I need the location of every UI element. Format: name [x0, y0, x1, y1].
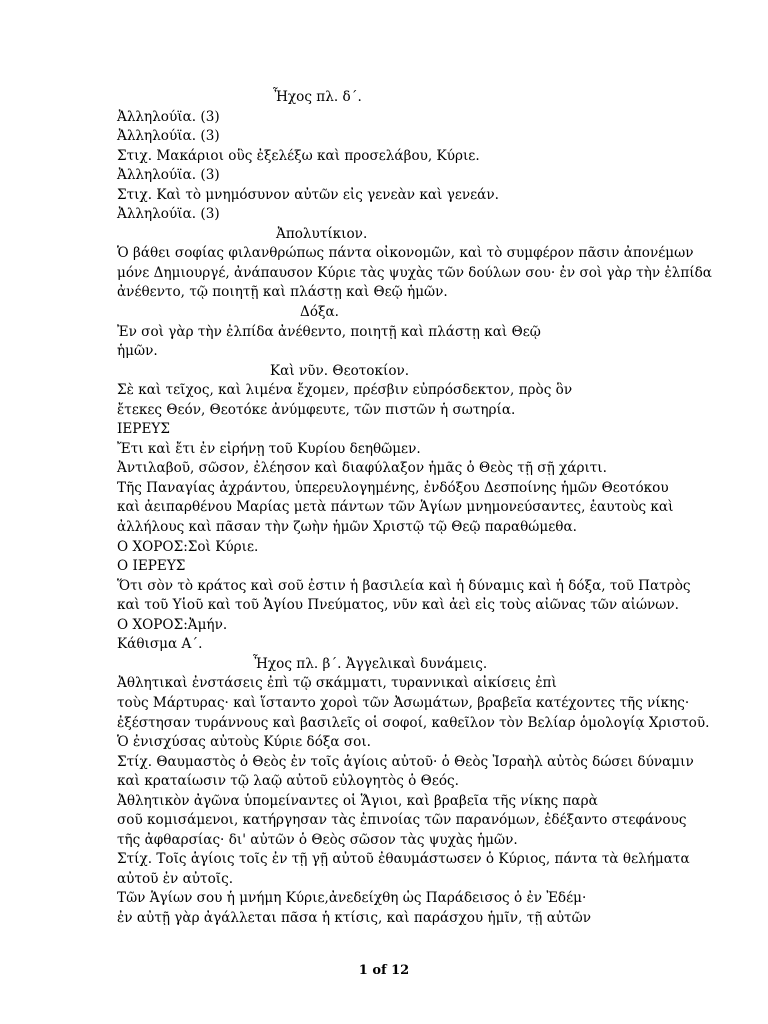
- text-line: Ὁ ἐνισχύσας αὐτοὺς Κύριε δόξα σοι.: [117, 734, 371, 751]
- text-line: καὶ ἀειπαρθένου Μαρίας μετὰ πάντων τῶν Ἁγίων μνημονεύσαντες, ἑαυτοὺς καὶ: [117, 499, 674, 516]
- text-line: Στιχ. Καὶ τὸ μνημόσυνον αὐτῶν εἰς γενεὰν καὶ γενεάν.: [117, 186, 499, 203]
- tone-heading: Ἦχος πλ. δ΄.: [273, 89, 362, 105]
- text-line: Ἀλληλούϊα. (3): [117, 108, 220, 125]
- text-line: ἐξέστησαν τυράννους καὶ βασιλεῖς οἱ σοφοί, καθεῖλον τὸν Βελίαρ ὁμολογίᾳ Χριστοῦ.: [117, 714, 710, 731]
- text-line: Τῶν Ἁγίων σου ἡ μνήμη Κύριε,ἀνεδείχθη ὡς Παράδεισος ὁ ἐν Ἐδέμ·: [117, 890, 587, 907]
- text-line: Ἀθλητικαὶ ἐνστάσεις ἐπὶ τῷ σκάμματι, τυραννικαὶ αἰκίσεις ἐπὶ: [117, 675, 557, 692]
- text-line: Τῆς Παναγίας ἀχράντου, ὑπερευλογημένης, ἐνδόξου Δεσποίνης ἡμῶν Θεοτόκου: [117, 479, 669, 496]
- text-line: Ἀθλητικὸν ἀγῶνα ὑπομείναντες οἱ Ἅγιοι, καὶ βραβεῖα τῆς νίκης παρὰ: [117, 792, 598, 809]
- text-line: καὶ κραταίωσιν τῷ λαῷ αὐτοῦ εὐλογητὸς ὁ Θεός.: [117, 773, 459, 790]
- text-line: σοῦ κομισάμενοι, κατήργησαν τὰς ἐπινοίας τῶν παρανόμων, ἐδέξαντο στεφάνους: [117, 812, 687, 829]
- text-line: Στίχ. Θαυμαστὸς ὁ Θεὸς ἐν τοῖς ἁγίοις αὐτοῦ· ὁ Θεὸς Ἰσραὴλ αὐτὸς δώσει δύναμιν: [117, 753, 694, 770]
- text-line: Ἔτι καὶ ἔτι ἐν εἰρήνῃ τοῦ Κυρίου δεηθῶμεν.: [117, 440, 421, 457]
- text-line: τοὺς Μάρτυρας· καὶ ἵσταντο χοροὶ τῶν Ἀσωμάτων, βραβεῖα κατέχοντες τῆς νίκης·: [117, 694, 690, 711]
- text-line: ἡμῶν.: [117, 343, 158, 360]
- text-line: Ἀντιλαβοῦ, σῶσον, ἐλέησον καὶ διαφύλαξον ἡμᾶς ὁ Θεὸς τῇ σῇ χάριτι.: [117, 460, 607, 477]
- text-line: ἔτεκες Θεόν, Θεοτόκε ἀνύμφευτε, τῶν πιστῶν ἡ σωτηρία.: [117, 401, 516, 418]
- text-line: Ἀλληλούϊα. (3): [117, 167, 220, 184]
- text-line: αὐτοῦ ἐν αὐτοῖς.: [117, 870, 234, 887]
- text-line: Ὅτι σὸν τὸ κράτος καὶ σοῦ ἐστιν ἡ βασιλεία καὶ ἡ δύναμις καὶ ἡ δόξα, τοῦ Πατρὸς: [117, 577, 691, 594]
- liturgical-text-body: [117, 88, 767, 929]
- text-line: καὶ τοῦ Υἱοῦ καὶ τοῦ Ἁγίου Πνεύματος, νῦν καὶ ἀεὶ εἰς τοὺς αἰῶνας τῶν αἰώνων.: [117, 597, 679, 614]
- text-line: μόνε Δημιουργέ, ἀνάπαυσον Κύριε τὰς ψυχὰς τῶν δούλων σου· ἐν σοὶ γὰρ τὴν ἐλπίδα: [117, 264, 712, 281]
- text-line: Ἐν σοὶ γὰρ τὴν ἐλπίδα ἀνέθεντο, ποιητῇ καὶ πλάστῃ καὶ Θεῷ: [117, 323, 541, 340]
- text-line: τῆς ἀφθαρσίας· δι' αὐτῶν ὁ Θεὸς σῶσον τὰς ψυχὰς ἡμῶν.: [117, 831, 518, 848]
- text-line: ἀλλήλους καὶ πᾶσαν τὴν ζωὴν ἡμῶν Χριστῷ τῷ Θεῷ παραθώμεθα.: [117, 519, 577, 536]
- speaker-label: Ο ΙΕΡΕΥΣ: [117, 558, 186, 575]
- page-number: 1 of 12: [358, 963, 410, 978]
- text-line: Ἀλληλούϊα. (3): [117, 128, 220, 145]
- text-line: Ἀλληλούϊα. (3): [117, 206, 220, 223]
- theotokion-heading: Καὶ νῦν. Θεοτοκίον.: [270, 362, 410, 379]
- doxa-heading: Δόξα.: [300, 304, 339, 321]
- text-line: Σὲ καὶ τεῖχος, καὶ λιμένα ἔχομεν, πρέσβιν εὐπρόσδεκτον, πρὸς ὃν: [117, 382, 573, 399]
- kathisma-heading: Κάθισμα Α΄.: [117, 636, 203, 653]
- text-line: ἐν αὐτῇ γὰρ ἀγάλλεται πᾶσα ἡ κτίσις, καὶ παράσχου ἡμῖν, τῇ αὐτῶν: [117, 909, 592, 926]
- text-line: ἀνέθεντο, τῷ ποιητῇ καὶ πλάστῃ καὶ Θεῷ ἡμῶν.: [117, 284, 448, 301]
- apolytikion-heading: Ἀπολυτίκιον.: [276, 225, 368, 242]
- text-line: Στίχ. Τοῖς ἁγίοις τοῖς ἐν τῇ γῇ αὐτοῦ ἐθαυμάστωσεν ὁ Κύριος, πάντα τὰ θελήματα: [117, 851, 690, 868]
- text-line: Στιχ. Μακάριοι οὓς ἐξελέξω καὶ προσελάβου, Κύριε.: [117, 147, 480, 164]
- choir-response: Ο ΧΟΡΟΣ:Σοὶ Κύριε.: [117, 538, 259, 555]
- text-line: Ὁ βάθει σοφίας φιλανθρώπως πάντα οἰκονομῶν, καὶ τὸ συμφέρον πᾶσιν ἀπονέμων: [117, 245, 694, 262]
- choir-response: Ο ΧΟΡΟΣ:Ἀμήν.: [117, 616, 228, 633]
- speaker-label: ΙΕΡΕΥΣ: [117, 421, 170, 438]
- tone-heading: Ἦχος πλ. β΄. Ἀγγελικαὶ δυνάμεις.: [253, 655, 488, 672]
